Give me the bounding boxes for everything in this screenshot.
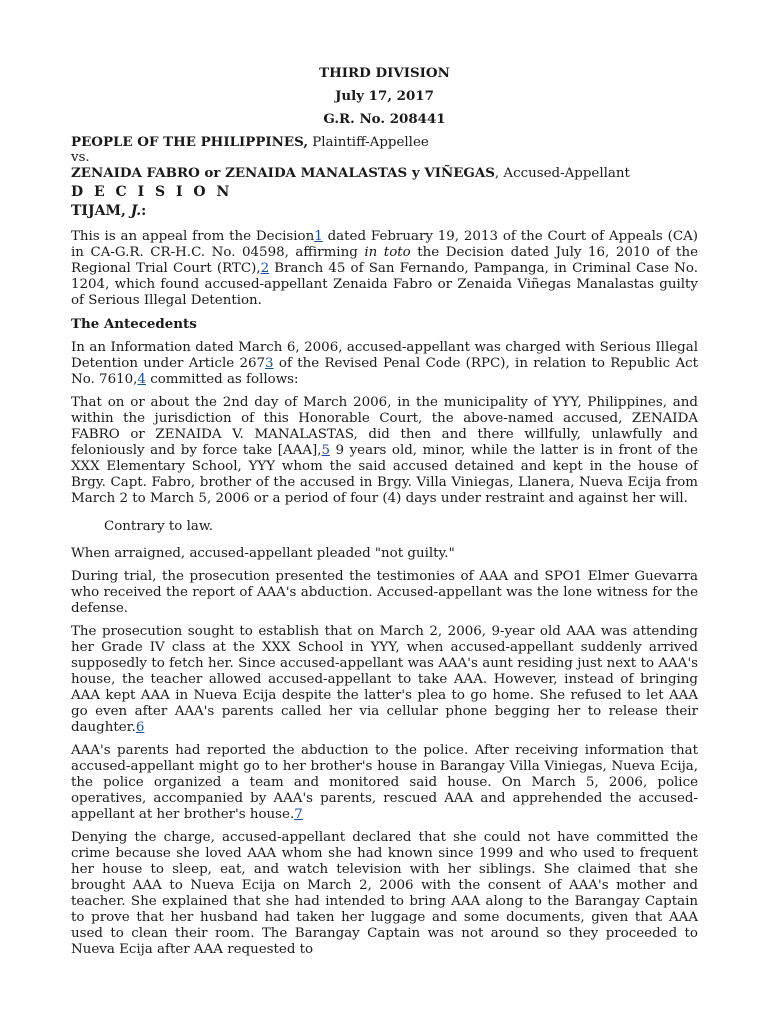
paragraph-charge <box>71 395 698 507</box>
paragraph-prosecution <box>71 624 698 736</box>
paragraph-rescue <box>71 743 698 823</box>
section-heading-antecedents: The Antecedents <box>71 316 197 332</box>
text-run: The prosecution sought to establish that on March 2, 2006, 9-year old AAA was attending her Grade IV class at the XXX School in YYY, when accused-appellant suddenly arrived supposedly to fetch her. Since accused-appellant was AAA's aunt residing just next to AAA's house, the teacher allowed accused-appellant to take AAA. However, instead of bringing AAA kept AAA in Nueva Ecija despite the latter's plea to go home. She refused to let AAA go even after AAA's parents called her via cellular phone begging her to release their daughter. <box>71 624 698 735</box>
ponente-colon: : <box>141 203 147 219</box>
decision-title: D E C I S I O N <box>71 184 233 200</box>
footnote-link-7[interactable]: 7 <box>294 807 303 822</box>
ponente-name: TIJAM, <box>71 203 131 219</box>
footnote-link-3[interactable]: 3 <box>265 356 274 371</box>
text-run: In an Information dated March 6, 2006, accused-appellant was charged with Serious Illegal Detention under Article 267 <box>71 340 698 371</box>
text-run: 9 years old, minor, while the latter is in front of the XXX Elementary School, YYY whom the said accused detained and kept in the house of Brgy. Capt. Fabro, brother of the accused in Brgy. Villa Viniegas, Llanera, Nueva Ecija from March 2 to March 5, 2006 or a period of four (4) days under restraint and against her will. <box>71 443 698 506</box>
italic-in-toto: in toto <box>364 245 411 260</box>
text-run: This is an appeal from the Decision <box>71 229 315 244</box>
accused-name: ZENAIDA FABRO or ZENAIDA MANALASTAS y VIÑEGAS <box>71 165 495 181</box>
plaintiff-name: PEOPLE OF THE PHILIPPINES, <box>71 134 308 150</box>
ponente-suffix: J. <box>130 203 142 219</box>
text-run: Branch 45 of San Fernando, Pampanga, in Criminal Case No. 1204, which found accused-appellant Zenaida Fabro or Zenaida Viñegas Manalastas guilty of Serious Illegal Detention. <box>71 261 698 308</box>
division-heading: THIRD DIVISION <box>319 65 450 81</box>
paragraph-arraignment: When arraigned, accused-appellant pleaded "not guilty." <box>71 546 455 561</box>
versus-label: vs. <box>71 150 90 165</box>
footnote-link-1[interactable]: 1 <box>314 229 323 244</box>
paragraph-appeal <box>71 229 698 309</box>
case-number: G.R. No. 208441 <box>323 111 446 127</box>
ponente <box>71 203 698 219</box>
paragraph-defense: Denying the charge, accused-appellant declared that she could not have committed the crime because she loved AAA whom she had known since 1999 and who used to frequent her house to sleep, eat, and watch television with her siblings. She claimed that she brought AAA to Nueva Ecija on March 2, 2006 with the consent of AAA's mother and teacher. She explained that she had intended to bring AAA along to the Barangay Captain to prove that her husband had taken her luggage and some documents, given that AAA used to clean their room. The Barangay Captain was not around so they proceeded to Nueva Ecija after AAA requested to <box>71 830 698 957</box>
text-run: committed as follows: <box>145 372 299 387</box>
footnote-link-2[interactable]: 2 <box>260 261 270 276</box>
accused-line <box>71 165 698 182</box>
plaintiff-role: Plaintiff-Appellee <box>307 135 429 150</box>
text-run: dated February 19, 2013 of the Court of Appeals (CA) in CA-G.R. CR-H.C. No. 04598, affirming <box>71 229 698 260</box>
text-run: That on or about the 2nd day of March 2006, in the municipality of YYY, Philippines, and within the jurisdiction of this Honorable Court, the above-named accused, ZENAIDA FABRO or ZENAIDA V. MANALASTAS, did then and there willfully, unlawfully and feloniously and by force take [AAA], <box>71 395 698 458</box>
footnote-link-5[interactable]: 5 <box>321 443 331 458</box>
document-body <box>71 62 698 965</box>
text-run: AAA's parents had reported the abduction to the police. After receiving information that accused-appellant might go to her brother's house in Barangay Villa Viniegas, Nueva Ecija, the police organized a team and monitored said house. On March 5, 2006, police operatives, accompanied by AAA's parents, rescued AAA and apprehended the accused-appellant at her brother's house. <box>71 743 698 822</box>
text-run: of the Revised Penal Code (RPC), in relation to Republic Act No. 7610, <box>71 356 698 387</box>
footnote-link-6[interactable]: 6 <box>135 720 145 735</box>
paragraph-trial: During trial, the prosecution presented the testimonies of AAA and SPO1 Elmer Guevarra who received the report of AAA's abduction. Accused-appellant was the lone witness for the defense. <box>71 569 698 616</box>
paragraph-information <box>71 340 698 388</box>
footnote-link-4[interactable]: 4 <box>137 372 146 387</box>
paragraph-contrary-to-law: Contrary to law. <box>104 519 214 534</box>
plaintiff-line <box>71 134 698 151</box>
text-run: the Decision dated July 16, 2010 of the Regional Trial Court (RTC), <box>71 245 698 276</box>
decision-date: July 17, 2017 <box>335 88 434 104</box>
accused-role: , Accused-Appellant <box>494 166 630 181</box>
